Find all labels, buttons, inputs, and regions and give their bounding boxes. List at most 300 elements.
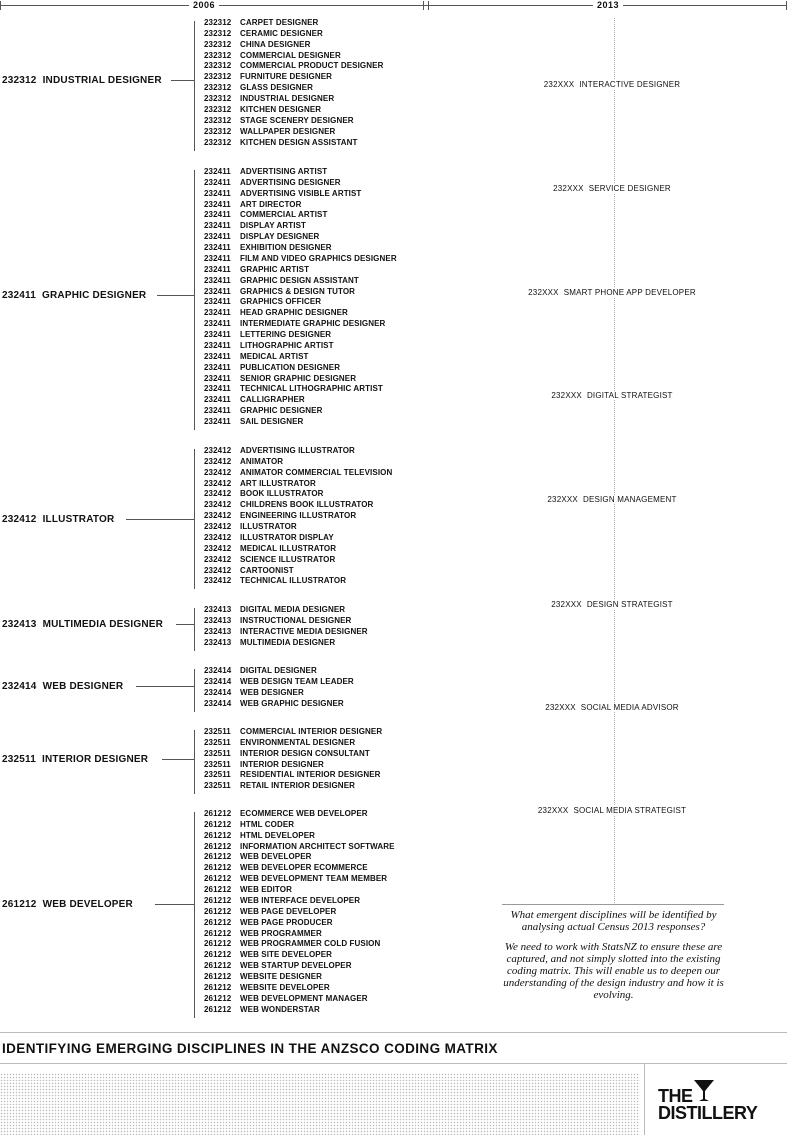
occupation-item [204, 627, 368, 636]
emerging-discipline [549, 391, 674, 400]
category-code: 232411 [2, 290, 37, 301]
occupation-item [204, 566, 294, 575]
occupation-code: 232411 [204, 243, 231, 253]
occupation-title: DIGITAL MEDIA DESIGNER [240, 605, 346, 614]
occupation-item [204, 576, 346, 585]
occupation-title: WEB DEVELOPER ECOMMERCE [240, 863, 368, 873]
occupation-code: 261212 [204, 885, 232, 895]
occupation-code: 232511 [204, 727, 231, 736]
occupation-code: 232411 [204, 253, 231, 263]
category-label [2, 754, 148, 765]
occupation-item [204, 341, 334, 350]
occupation-item [204, 51, 341, 60]
occupation-item [204, 254, 397, 263]
occupation-title: ADVERTISING VISIBLE ARTIST [240, 188, 362, 198]
occupation-item [204, 384, 383, 393]
emerging-code: 232XXX [543, 80, 575, 89]
occupation-item [204, 479, 316, 488]
occupation-code: 232412 [204, 565, 232, 575]
occupation-title: DISPLAY DESIGNER [240, 232, 320, 242]
occupation-code: 261212 [204, 928, 232, 938]
occupation-title: FILM AND VIDEO GRAPHICS DESIGNER [240, 253, 397, 263]
occupation-item [204, 666, 317, 675]
category-bracket [194, 449, 195, 589]
occupation-title: RESIDENTIAL INTERIOR DESIGNER [240, 770, 381, 780]
occupation-code: 232411 [204, 167, 231, 176]
occupation-item [204, 18, 318, 27]
occupation-title: WEB EDITOR [240, 885, 292, 895]
category-connector [155, 904, 194, 905]
category-label [2, 619, 163, 630]
occupation-item [204, 533, 334, 542]
occupation-title: SAIL DESIGNER [240, 417, 304, 426]
occupation-code: 261212 [204, 917, 232, 927]
emerging-code: 232XXX [551, 391, 582, 400]
emerging-title: DESIGN STRATEGIST [586, 600, 673, 609]
occupation-item [204, 555, 335, 564]
occupation-title: WEB DEVELOPER [240, 852, 312, 862]
occupation-code: 232312 [204, 50, 232, 60]
occupation-code: 232312 [204, 137, 232, 147]
occupation-item [204, 983, 330, 992]
occupation-title: INTERIOR DESIGNER [240, 759, 324, 769]
occupation-item [204, 352, 309, 361]
occupation-item [204, 874, 387, 883]
occupation-code: 232411 [204, 373, 231, 383]
category-name: ILLUSTRATOR [42, 514, 115, 525]
occupation-code: 232414 [204, 666, 232, 675]
occupation-item [204, 522, 297, 531]
category-connector [171, 80, 194, 81]
occupation-code: 232411 [204, 188, 231, 198]
occupation-title: COMMERCIAL DESIGNER [240, 50, 341, 60]
occupation-item [204, 511, 356, 520]
emerging-title: SOCIAL MEDIA ADVISOR [580, 703, 679, 712]
occupation-code: 232312 [204, 126, 232, 136]
occupation-code: 232312 [204, 72, 232, 82]
occupation-code: 261212 [204, 1004, 232, 1014]
occupation-item [204, 232, 319, 241]
occupation-title: MULTIMEDIA DESIGNER [240, 637, 336, 647]
occupation-code: 261212 [204, 852, 232, 862]
occupation-item [204, 297, 321, 306]
occupation-title: HTML CODER [240, 819, 295, 829]
occupation-item [204, 468, 392, 477]
occupation-title: DISPLAY ARTIST [240, 221, 307, 231]
occupation-item [204, 61, 383, 70]
category-connector [136, 686, 194, 687]
logo-line-2: DISTILLERY [658, 1103, 758, 1123]
category-code: 232511 [2, 754, 37, 765]
category-connector [176, 624, 194, 625]
occupation-code: 232412 [204, 576, 232, 586]
year-2006-label: 2006 [189, 0, 219, 10]
occupation-code: 261212 [204, 972, 232, 982]
occupation-title: MEDICAL ILLUSTRATOR [240, 543, 337, 553]
occupation-item [204, 138, 358, 147]
occupation-item [204, 457, 283, 466]
occupation-code: 232312 [204, 61, 232, 71]
occupation-code: 232414 [204, 698, 232, 708]
occupation-code: 261212 [204, 830, 232, 840]
occupation-title: ANIMATOR COMMERCIAL TELEVISION [240, 467, 393, 477]
occupation-code: 232411 [204, 210, 231, 220]
occupation-title: CALLIGRAPHER [240, 395, 305, 405]
emerging-code: 232XXX [545, 703, 576, 712]
emerging-code: 232XXX [551, 600, 582, 609]
occupation-title: ILLUSTRATOR [240, 522, 297, 532]
occupation-item [204, 907, 336, 916]
occupation-item [204, 29, 323, 38]
occupation-item [204, 863, 368, 872]
footer-rule-top [0, 1032, 787, 1033]
occupation-item [204, 831, 315, 840]
occupation-code: 261212 [204, 819, 232, 829]
header-tick-left [0, 1, 1, 10]
occupation-item [204, 363, 340, 372]
occupation-code: 232411 [204, 330, 231, 340]
category-name: WEB DEVELOPER [42, 899, 133, 910]
occupation-item [204, 446, 355, 455]
occupation-code: 232412 [204, 532, 232, 542]
occupation-code: 232412 [204, 554, 232, 564]
occupation-item [204, 699, 344, 708]
occupation-code: 232411 [204, 319, 231, 329]
occupation-item [204, 770, 381, 779]
occupation-title: WEB DESIGN TEAM LEADER [240, 676, 354, 686]
occupation-item [204, 616, 351, 625]
emerging-title: DESIGN MANAGEMENT [582, 495, 677, 504]
occupation-code: 232414 [204, 687, 232, 697]
occupation-code: 232312 [204, 115, 232, 125]
emerging-discipline [536, 806, 688, 815]
occupation-code: 261212 [204, 841, 232, 851]
occupation-item [204, 116, 354, 125]
occupation-code: 232411 [204, 384, 231, 394]
occupation-code: 261212 [204, 874, 232, 884]
occupation-title: INFORMATION ARCHITECT SOFTWARE [240, 841, 395, 851]
header-tick-mid-left [423, 1, 424, 10]
year-2013-label: 2013 [593, 0, 623, 10]
occupation-code: 232412 [204, 522, 232, 532]
category-bracket [194, 812, 195, 1018]
occupation-item [204, 200, 302, 209]
occupation-item [204, 40, 310, 49]
occupation-code: 232412 [204, 511, 232, 521]
occupation-title: COMMERCIAL ARTIST [240, 210, 328, 220]
distillery-logo [658, 1088, 757, 1122]
occupation-title: RETAIL INTERIOR DESIGNER [240, 781, 356, 791]
occupation-title: STAGE SCENERY DESIGNER [240, 115, 354, 125]
occupation-title: WEB SITE DEVELOPER [240, 950, 333, 960]
category-bracket [194, 170, 195, 430]
category-code: 232413 [2, 619, 37, 630]
emerging-code: 232XXX [528, 288, 559, 297]
occupation-code: 261212 [204, 939, 232, 949]
occupation-title: INDUSTRIAL DESIGNER [240, 94, 335, 104]
occupation-code: 232411 [204, 340, 231, 350]
occupation-item [204, 950, 332, 959]
occupation-code: 232414 [204, 676, 232, 686]
occupation-item [204, 961, 352, 970]
occupation-item [204, 727, 382, 736]
logo-line-1: THE [658, 1086, 693, 1106]
occupation-code: 232413 [204, 637, 232, 647]
emerging-code: 232XXX [537, 806, 569, 815]
occupation-item [204, 395, 305, 404]
occupation-title: WEB PAGE PRODUCER [240, 917, 333, 927]
occupation-title: WEB WONDERSTAR [240, 1004, 320, 1014]
occupation-title: MEDICAL ARTIST [240, 351, 309, 361]
occupation-title: COMMERCIAL INTERIOR DESIGNER [240, 727, 383, 736]
occupation-title: WEB DESIGNER [240, 687, 304, 697]
header-tick-mid-right [428, 1, 429, 10]
occupation-item [204, 287, 355, 296]
category-name: INDUSTRIAL DESIGNER [42, 75, 162, 86]
occupation-item [204, 749, 370, 758]
occupation-code: 232411 [204, 297, 231, 307]
occupation-title: GRAPHIC ARTIST [240, 264, 310, 274]
occupation-title: WEB PROGRAMMER COLD FUSION [240, 939, 381, 949]
occupation-code: 232411 [204, 395, 231, 405]
emerging-discipline [545, 495, 678, 504]
occupation-item [204, 885, 292, 894]
occupation-title: TECHNICAL LITHOGRAPHIC ARTIST [240, 384, 383, 394]
occupation-item [204, 94, 334, 103]
occupation-item [204, 83, 313, 92]
occupation-code: 261212 [204, 809, 232, 818]
emerging-title: INTERACTIVE DESIGNER [579, 80, 681, 89]
occupation-item [204, 994, 368, 1003]
occupation-title: WALLPAPER DESIGNER [240, 126, 336, 136]
occupation-item [204, 842, 395, 851]
occupation-code: 232312 [204, 104, 232, 114]
category-code: 232412 [2, 514, 37, 525]
occupation-title: ADVERTISING ILLUSTRATOR [240, 446, 355, 455]
occupation-item [204, 760, 324, 769]
occupation-title: CARTOONIST [240, 565, 294, 575]
occupation-title: DIGITAL DESIGNER [240, 666, 317, 675]
emerging-discipline [543, 703, 681, 712]
occupation-item [204, 972, 322, 981]
occupation-item [204, 738, 355, 747]
category-code: 261212 [2, 899, 37, 910]
occupation-title: ADVERTISING ARTIST [240, 167, 328, 176]
occupation-code: 232411 [204, 286, 231, 296]
occupation-title: ENGINEERING ILLUSTRATOR [240, 511, 357, 521]
occupation-item [204, 243, 332, 252]
emerging-code: 232XXX [553, 184, 584, 193]
occupation-code: 232511 [204, 737, 231, 747]
occupation-title: TECHNICAL ILLUSTRATOR [240, 576, 347, 586]
occupation-code: 232411 [204, 275, 231, 285]
occupation-code: 232511 [204, 770, 231, 780]
category-bracket [194, 608, 195, 651]
occupation-code: 232312 [204, 83, 232, 93]
occupation-item [204, 265, 309, 274]
occupation-code: 232412 [204, 500, 232, 510]
occupation-code: 232412 [204, 456, 232, 466]
note-divider [502, 904, 724, 905]
occupation-code: 261212 [204, 895, 232, 905]
category-label [2, 290, 146, 301]
occupation-title: WEB PAGE DEVELOPER [240, 906, 337, 916]
logo-divider [644, 1063, 645, 1135]
category-name: INTERIOR DESIGNER [42, 754, 149, 765]
category-connector [157, 295, 194, 296]
occupation-code: 232511 [204, 759, 231, 769]
occupation-code: 232413 [204, 626, 232, 636]
category-connector [162, 759, 194, 760]
occupation-item [204, 308, 348, 317]
occupation-title: GRAPHIC DESIGNER [240, 406, 323, 416]
occupation-code: 232312 [204, 18, 232, 27]
emerging-title: SERVICE DESIGNER [588, 184, 671, 193]
emerging-title: DIGITAL STRATEGIST [586, 391, 673, 400]
occupation-title: ADVERTISING DESIGNER [240, 177, 341, 187]
category-label [2, 899, 133, 910]
occupation-item [204, 330, 331, 339]
occupation-code: 232412 [204, 446, 232, 455]
occupation-item [204, 417, 303, 426]
occupation-code: 232411 [204, 221, 231, 231]
occupation-title: WEB STARTUP DEVELOPER [240, 961, 352, 971]
occupation-title: WEB PROGRAMMER [240, 928, 322, 938]
occupation-item [204, 489, 324, 498]
occupation-item [204, 809, 368, 818]
occupation-title: SCIENCE ILLUSTRATOR [240, 554, 336, 564]
occupation-title: GRAPHICS & DESIGN TUTOR [240, 286, 356, 296]
occupation-code: 261212 [204, 906, 232, 916]
occupation-item [204, 500, 373, 509]
occupation-title: INTERACTIVE MEDIA DESIGNER [240, 626, 368, 636]
occupation-item [204, 189, 361, 198]
occupation-code: 232412 [204, 543, 232, 553]
occupation-code: 232411 [204, 264, 231, 274]
occupation-code: 232511 [204, 781, 231, 791]
occupation-code: 232511 [204, 748, 231, 758]
category-name: WEB DESIGNER [42, 681, 124, 692]
emerging-title: SOCIAL MEDIA STRATEGIST [573, 806, 687, 815]
occupation-code: 261212 [204, 950, 232, 960]
occupation-title: ANIMATOR [240, 456, 284, 466]
occupation-item [204, 852, 312, 861]
occupation-code: 232312 [204, 39, 232, 49]
occupation-code: 232411 [204, 417, 231, 426]
occupation-code: 232411 [204, 351, 231, 361]
occupation-code: 261212 [204, 993, 232, 1003]
occupation-title: ART ILLUSTRATOR [240, 478, 316, 488]
occupation-code: 232412 [204, 489, 232, 499]
occupation-code: 261212 [204, 982, 232, 992]
occupation-title: GRAPHIC DESIGN ASSISTANT [240, 275, 359, 285]
occupation-item [204, 939, 380, 948]
category-bracket [194, 21, 195, 151]
occupation-code: 261212 [204, 863, 232, 873]
occupation-item [204, 896, 360, 905]
category-label [2, 514, 114, 525]
occupation-code: 232411 [204, 308, 231, 318]
occupation-item [204, 406, 323, 415]
occupation-title: KITCHEN DESIGNER [240, 104, 322, 114]
occupation-item [204, 820, 294, 829]
occupation-title: ART DIRECTOR [240, 199, 302, 209]
occupation-title: FURNITURE DESIGNER [240, 72, 333, 82]
occupation-title: ENVIRONMENTAL DESIGNER [240, 737, 356, 747]
emerging-discipline [526, 288, 698, 297]
occupation-title: INTERMEDIATE GRAPHIC DESIGNER [240, 319, 386, 329]
occupation-title: LITHOGRAPHIC ARTIST [240, 340, 334, 350]
category-name: MULTIMEDIA DESIGNER [42, 619, 164, 630]
cocktail-glass-icon [694, 1080, 714, 1102]
occupation-title: CHILDRENS BOOK ILLUSTRATOR [240, 500, 374, 510]
occupation-code: 232411 [204, 362, 231, 372]
occupation-item [204, 276, 359, 285]
emerging-title: SMART PHONE APP DEVELOPER [563, 288, 696, 297]
occupation-title: EXHIBITION DESIGNER [240, 243, 332, 253]
emerging-discipline [542, 80, 682, 89]
footer-rule-bottom [0, 1063, 787, 1064]
occupation-item [204, 127, 335, 136]
occupation-title: GRAPHICS OFFICER [240, 297, 322, 307]
occupation-title: HEAD GRAPHIC DESIGNER [240, 308, 348, 318]
note-question: What emergent disciplines will be identified by analysing actual Census 2013 responses? [510, 909, 717, 933]
occupation-item [204, 781, 355, 790]
occupation-code: 232312 [204, 94, 232, 104]
occupation-item [204, 929, 322, 938]
category-code: 232312 [2, 75, 37, 86]
occupation-title: SENIOR GRAPHIC DESIGNER [240, 373, 357, 383]
occupation-title: WEB DEVELOPMENT MANAGER [240, 993, 368, 1003]
category-label [2, 681, 123, 692]
occupation-code: 232411 [204, 177, 231, 187]
occupation-title: WEB INTERFACE DEVELOPER [240, 895, 361, 905]
occupation-title: WEBSITE DESIGNER [240, 972, 323, 982]
timeline-dotted-line [614, 18, 615, 903]
occupation-title: WEBSITE DEVELOPER [240, 982, 330, 992]
occupation-title: INSTRUCTIONAL DESIGNER [240, 615, 352, 625]
occupation-item [204, 638, 335, 647]
occupation-title: ECOMMERCE WEB DEVELOPER [240, 809, 368, 818]
occupation-title: CARPET DESIGNER [240, 18, 319, 27]
occupation-item [204, 210, 327, 219]
occupation-item [204, 374, 356, 383]
occupation-code: 261212 [204, 961, 232, 971]
occupation-title: WEB DEVELOPMENT TEAM MEMBER [240, 874, 388, 884]
occupation-title: GLASS DESIGNER [240, 83, 313, 93]
header-rule [0, 5, 787, 6]
occupation-item [204, 677, 354, 686]
occupation-title: KITCHEN DESIGN ASSISTANT [240, 137, 358, 147]
occupation-item [204, 918, 333, 927]
occupation-code: 232411 [204, 406, 231, 416]
occupation-code: 232411 [204, 232, 231, 242]
occupation-title: COMMERCIAL PRODUCT DESIGNER [240, 61, 384, 71]
category-bracket [194, 669, 195, 712]
occupation-title: CHINA DESIGNER [240, 39, 311, 49]
occupation-title: CERAMIC DESIGNER [240, 28, 323, 38]
occupation-title: BOOK ILLUSTRATOR [240, 489, 324, 499]
occupation-title: PUBLICATION DESIGNER [240, 362, 341, 372]
occupation-title: WEB GRAPHIC DESIGNER [240, 698, 344, 708]
occupation-title: LETTERING DESIGNER [240, 330, 332, 340]
occupation-code: 232312 [204, 28, 232, 38]
occupation-code: 232413 [204, 605, 232, 614]
occupation-item [204, 688, 304, 697]
page-title: IDENTIFYING EMERGING DISCIPLINES IN THE ANZSCO CODING MATRIX [2, 1041, 498, 1056]
occupation-item [204, 605, 345, 614]
occupation-code: 232412 [204, 478, 232, 488]
